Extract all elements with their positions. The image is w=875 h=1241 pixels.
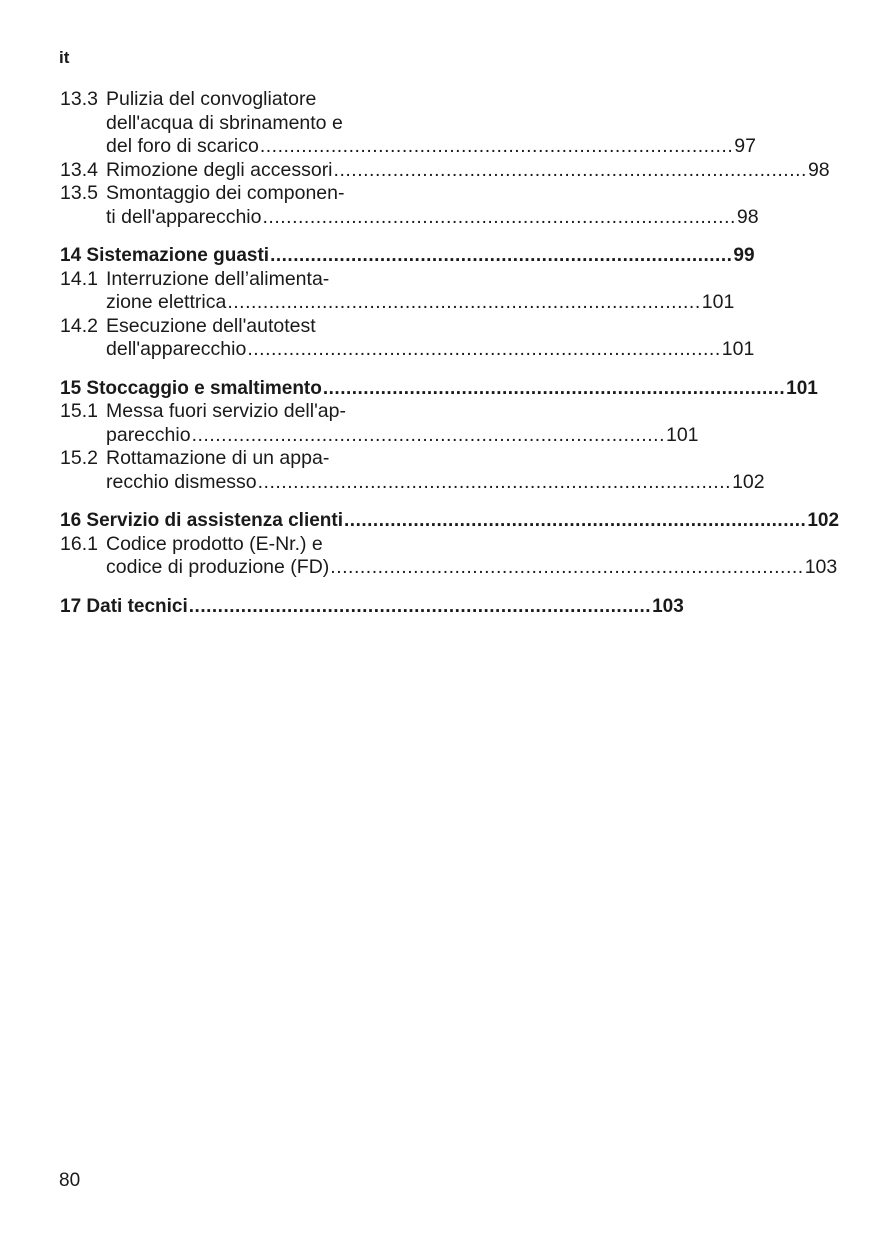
entry-continuation	[60, 470, 765, 495]
entry-title-line: del foro di scarico	[106, 135, 259, 157]
entry-leader-line	[106, 556, 838, 580]
entry-page: 102	[732, 470, 765, 493]
toc-section-15[interactable]	[60, 377, 818, 401]
entry-title-line: ti dell'apparecchio	[106, 205, 262, 228]
toc-section-17[interactable]	[60, 595, 684, 619]
entry-page: 101	[665, 423, 699, 446]
dot-leader: ................................................................................	[227, 291, 701, 313]
entry-leader-line	[106, 135, 756, 159]
table-of-contents	[60, 88, 840, 618]
entry-continuation	[60, 205, 759, 230]
section-page: 101	[786, 377, 818, 399]
entry-page: 98	[807, 158, 830, 181]
entry-page: 98	[736, 205, 759, 228]
entry-page: 103	[804, 556, 838, 578]
toc-entry-13-3[interactable]	[60, 88, 420, 112]
entry-title-line: recchio dismesso	[106, 470, 257, 493]
toc-entry-15-2[interactable]	[60, 447, 420, 471]
section-leader-line	[60, 595, 684, 619]
dot-leader: ................................................................................	[259, 135, 734, 157]
entry-title-line: codice di produzione (FD)	[106, 556, 330, 578]
section-title: 15 Stoccaggio e smaltimento	[60, 377, 322, 399]
toc-entry-15-1[interactable]	[60, 400, 420, 424]
entry-title-line: Smontaggio dei componen-	[106, 182, 345, 204]
dot-leader: ................................................................................	[191, 423, 665, 446]
entry-title-line: Rottamazione di un appa-	[106, 447, 330, 469]
entry-page: 97	[734, 135, 756, 157]
dot-leader: ................................................................................	[333, 158, 807, 181]
entry-number: 15.1	[60, 400, 98, 422]
dot-leader: ................................................................................	[270, 245, 733, 266]
section-title: 16 Servizio di assistenza clienti	[60, 510, 344, 531]
entry-title-line: Rimozione degli accessori	[106, 158, 333, 181]
dot-leader: ................................................................................	[262, 205, 736, 228]
entry-leader-line	[106, 205, 759, 230]
toc-entry-13-4[interactable]	[60, 158, 830, 183]
entry-page: 101	[701, 291, 735, 313]
entry-number: 15.2	[60, 447, 98, 469]
entry-title-line: dell'apparecchio	[106, 338, 247, 360]
toc-entry-13-5[interactable]	[60, 182, 420, 206]
entry-title-line: Pulizia del convogliatore	[106, 88, 317, 110]
entry-continuation	[60, 338, 755, 362]
entry-number: 14.1	[60, 267, 98, 290]
entry-leader-line	[106, 338, 755, 362]
section-title: 17 Dati tecnici	[60, 595, 188, 617]
entry-leader-line	[106, 158, 830, 183]
section-page: 102	[807, 510, 840, 531]
entry-continuation	[60, 291, 735, 315]
entry-continuation	[60, 135, 756, 159]
dot-leader: ................................................................................	[330, 556, 804, 578]
entry-leader-line	[106, 470, 765, 495]
entry-title-line: dell'acqua di sbrinamento e	[106, 111, 343, 134]
entry-title-line: Interruzione dell’alimenta-	[106, 267, 330, 290]
entry-title-line: Codice prodotto (E-Nr.) e	[106, 532, 323, 555]
entry-leader-line	[106, 291, 735, 315]
toc-section-16[interactable]	[60, 509, 840, 533]
dot-leader: ................................................................................	[188, 595, 652, 617]
section-leader-line	[60, 509, 840, 533]
dot-leader: ................................................................................	[247, 338, 721, 360]
dot-leader: ................................................................................	[322, 377, 786, 399]
entry-continuation	[60, 556, 838, 580]
entry-number: 13.4	[60, 158, 98, 181]
entry-number: 13.3	[60, 88, 98, 110]
dot-leader: ................................................................................	[344, 510, 807, 531]
entry-title-line: Messa fuori servizio dell'ap-	[106, 400, 346, 422]
section-title: 14 Sistemazione guasti	[60, 245, 270, 266]
entry-number: 14.2	[60, 314, 98, 337]
entry-number: 16.1	[60, 532, 98, 555]
entry-page: 101	[721, 338, 755, 360]
entry-leader-line	[106, 423, 699, 448]
toc-entry-16-1[interactable]	[60, 533, 420, 557]
toc-section-14[interactable]	[60, 244, 755, 268]
toc-entry-14-2[interactable]	[60, 315, 420, 339]
dot-leader: ................................................................................	[257, 470, 732, 493]
entry-title-line: parecchio	[106, 423, 191, 446]
section-leader-line	[60, 377, 818, 401]
language-code: it	[59, 48, 70, 67]
section-page: 103	[652, 595, 684, 617]
page-number: 80	[59, 1170, 81, 1191]
section-page: 99	[733, 245, 755, 266]
section-leader-line	[60, 244, 755, 268]
entry-continuation	[60, 112, 420, 136]
entry-number: 13.5	[60, 182, 98, 204]
toc-entry-14-1[interactable]	[60, 268, 420, 292]
entry-title-line: Esecuzione dell'autotest	[106, 314, 316, 337]
entry-title-line: zione elettrica	[106, 291, 227, 313]
entry-continuation	[60, 423, 699, 448]
